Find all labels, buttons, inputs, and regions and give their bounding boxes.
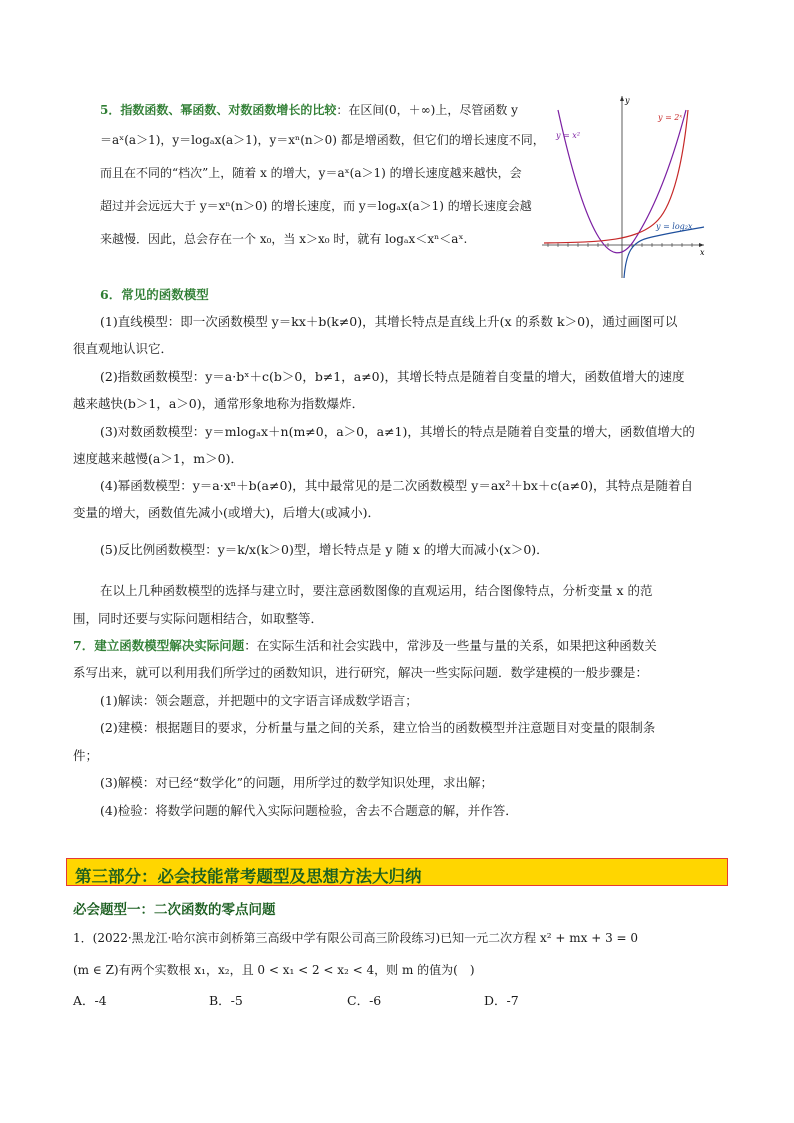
section-6-summary-a: 在以上几种函数模型的选择与建立时，要注意函数图像的直观运用，结合图像特点，分析变量 x 的范 — [100, 583, 653, 598]
section-5-line-1: 5．指数函数、幂函数、对数函数增长的比较：在区间(0，＋∞)上，尽管函数 y — [100, 103, 518, 117]
section-6-summary-b: 围，同时还要与实际问题相结合，如取整等． — [73, 611, 324, 626]
option-d: D．-7 — [484, 993, 519, 1008]
option-a: A．-4 — [73, 993, 107, 1008]
question-1-line-1: 1．(2022·黑龙江·哈尔滨市剑桥第三高级中学有限公司高三阶段练习)已知一元二次方程 x² + mx + 3 = 0 — [73, 931, 639, 945]
section-7-step-2b: 件； — [73, 748, 99, 763]
label-two-power-x: y = 2ˣ — [658, 113, 683, 122]
y-axis-label: y — [625, 96, 630, 105]
section-5-line-2: ＝aˣ(a＞1)，y＝logₐx(a＞1)，y＝xⁿ(n＞0) 都是增函数，但它们的增长速度不同， — [100, 133, 545, 147]
banner-title: 第三部分：必会技能常考题型及思想方法大归纳 — [75, 867, 422, 886]
question-type-heading: 必会题型一：二次函数的零点问题 — [73, 902, 276, 918]
x-axis-label: x — [700, 248, 705, 257]
section-5-line-4: 超过并会远远大于 y＝xⁿ(n＞0) 的增长速度，而 y＝logₐx(a＞1) 的增长速度会越 — [100, 199, 532, 213]
section-7-step-3: (3)解模：对已经“数学化”的问题，用所学过的数学知识处理，求出解； — [100, 775, 493, 790]
section-6-item-1b: 很直观地认识它． — [73, 341, 174, 356]
section-7-line-1: 7．建立函数模型解决实际问题：在实际生活和社会实践中，常涉及一些量与量的关系，如果把这种函数关 — [73, 638, 657, 653]
y-axis-arrow — [620, 96, 624, 101]
section-6-item-2a: (2)指数函数模型：y＝a·bˣ＋c(b＞0，b≠1，a≠0)，其增长特点是随着自变量的增大，函数值增大的速度 — [100, 369, 685, 384]
section-6-item-2b: 越来越快(b＞1，a＞0)，通常形象地称为指数爆炸． — [73, 396, 365, 411]
section-7-step-1: (1)解读：领会题意，并把题中的文字语言译成数学语言； — [100, 693, 418, 708]
section-7-line-2: 系写出来，就可以利用我们所学过的函数知识，进行研究，解决一些实际问题．数学建模的一般步骤是： — [73, 665, 649, 680]
function-growth-graph — [538, 92, 708, 282]
section-6-heading: 6．常见的函数模型 — [100, 287, 209, 302]
section-5-line-5: 来越慢．因此，总会存在一个 x₀，当 x＞x₀ 时，就有 logₐx＜xⁿ＜aˣ. — [100, 232, 468, 246]
section-7-step-4: (4)检验：将数学问题的解代入实际问题检验，舍去不合题意的解，并作答． — [100, 803, 518, 818]
section-6-item-4a: (4)幂函数模型：y＝a·xⁿ＋b(a≠0)，其中最常见的是二次函数模型 y＝ax²＋bx＋c(a≠0)，其特点是随着自 — [100, 478, 694, 493]
section-6-item-3a: (3)对数函数模型：y＝mlogₐx＋n(m≠0，a＞0，a≠1)，其增长的特点是随着自变量的增大，函数值增大的 — [100, 424, 695, 439]
part-three-banner — [66, 858, 728, 886]
label-x-squared: y = x² — [556, 131, 581, 140]
section-5-line-3: 而且在不同的“档次”上，随着 x 的增大，y＝aˣ(a＞1) 的增长速度越来越快，会 — [100, 166, 522, 180]
section-7-step-2a: (2)建模：根据题目的要求，分析量与量之间的关系，建立恰当的函数模型并注意题目对变量的限制条 — [100, 720, 656, 735]
section-6-item-5: (5)反比例函数模型：y＝k/x(k＞0)型，增长特点是 y 随 x 的增大而减小(x＞0)． — [100, 542, 549, 557]
section-7-heading: 7．建立函数模型解决实际问题 — [73, 638, 245, 653]
curve-log2-x — [624, 227, 704, 278]
section-6-item-3b: 速度越来越慢(a＞1，m＞0)． — [73, 451, 243, 466]
section-5-heading: 5．指数函数、幂函数、对数函数增长的比较 — [100, 103, 337, 117]
label-log2-x: y = log₂x — [656, 222, 693, 231]
question-1-line-2: (m ∈ Z)有两个实数根 x₁，x₂，且 0 < x₁ < 2 < x₂ < 4，则 m 的值为( ) — [73, 963, 475, 977]
section-6-item-1a: (1)直线模型：即一次函数模型 y＝kx＋b(k≠0)，其增长特点是直线上升(x 的系数 k＞0)，通过画图可以 — [100, 314, 678, 329]
option-b: B．-5 — [209, 993, 243, 1008]
section-6-item-4b: 变量的增大，函数值先减小(或增大)，后增大(或减小)． — [73, 505, 381, 520]
option-c: C．-6 — [347, 993, 382, 1008]
x-axis-arrow — [699, 243, 704, 247]
